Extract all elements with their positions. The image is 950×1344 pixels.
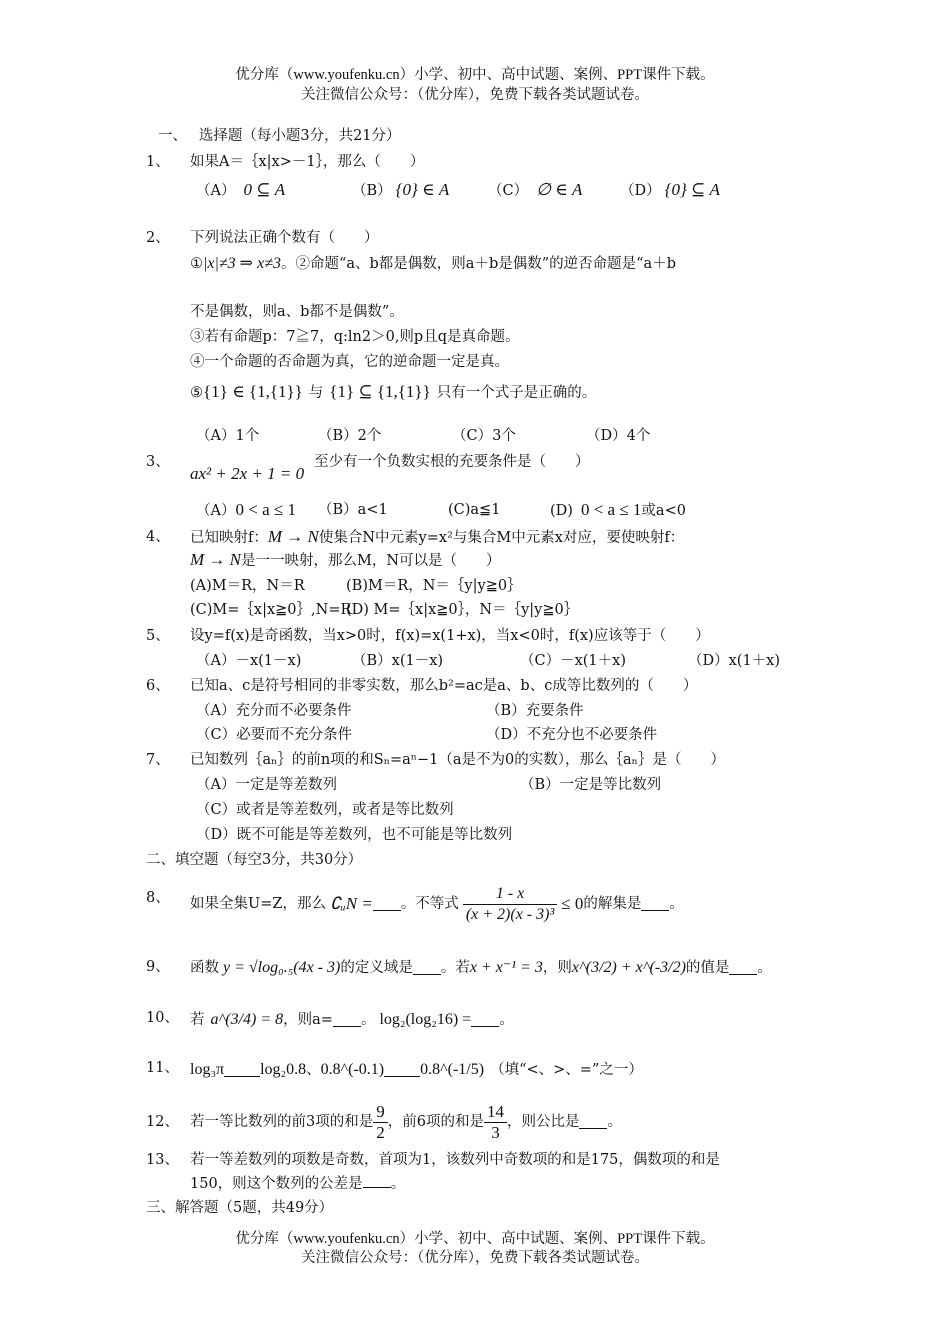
statement-1: ①|x|≠3 ⇒ x≠3。②命题“a、b都是偶数，则a＋b是偶数”的逆否命题是“a＋b — [190, 255, 676, 272]
question-stem: 已知数列｛aₙ｝的前n项的和Sₙ=aⁿ−1（a是不为0的实数），那么｛aₙ｝是（ ） — [190, 752, 725, 768]
option-c: （C）－x(1＋x) — [520, 653, 626, 669]
question-number: 3、 — [146, 454, 170, 470]
option-c: （C）必要而不充分条件 — [196, 727, 353, 743]
answer-blank[interactable] — [224, 1064, 260, 1077]
question-stem: 若一等差数列的项数是奇数，首项为1，该数列中奇数项的和是175，偶数项的和是 — [190, 1152, 720, 1168]
footer-line-1: 优分库（www.youfenku.cn）小学、初中、高中试题、案例、PPT课件下载。 — [235, 1231, 715, 1247]
option-c: (C)a≦1 — [448, 502, 501, 518]
option-a: （A）0 < a ≤ 1 — [196, 500, 296, 519]
question-number: 7、 — [146, 752, 170, 768]
question-number: 1、 — [146, 154, 170, 170]
answer-blank[interactable] — [729, 962, 757, 975]
equation: ax² + 2x + 1 = 0 — [190, 464, 305, 483]
answer-blank[interactable] — [413, 962, 441, 975]
question-number: 9、 — [146, 959, 170, 975]
option-a: （A）一定是等差数列 — [196, 777, 337, 793]
answer-blank[interactable] — [641, 898, 669, 911]
question-number: 4、 — [146, 529, 170, 545]
question-stem: 至少有一个负数实根的充要条件是（ ） — [314, 454, 590, 470]
question-number: 12、 — [146, 1114, 179, 1130]
answer-blank[interactable] — [373, 898, 401, 911]
question-stem: log₃π log₂0.8 、 0.8^(-0.1) 0.8^(-1/5) （填“<、>、=”之一） — [190, 1061, 643, 1078]
option-c: （C） ∅ ∈ A — [488, 180, 583, 199]
statement-3: ③若有命题p：7≧7，q:ln2＞0,则p且q是真命题。 — [190, 329, 520, 345]
question-stem-continued: 150，则这个数列的公差是 。 — [190, 1176, 406, 1192]
fraction: $\frac{14}{3}$ — [484, 1102, 507, 1143]
question-stem: 已知映射f：M → N使集合N中元素y=x²与集合M中元素x对应，要使映射f： — [190, 527, 685, 546]
answer-blank[interactable] — [333, 1014, 361, 1027]
answer-blank[interactable] — [363, 1175, 391, 1188]
answer-blank[interactable] — [384, 1064, 420, 1077]
option-b: （B）2个 — [318, 428, 382, 444]
option-d: （D）既不可能是等差数列，也不可能是等比数列 — [196, 827, 513, 843]
question-stem: 已知a、c是符号相同的非零实数，那么b²=ac是a、b、c成等比数列的（ ） — [190, 678, 698, 694]
section-title-choice: 一、 选择题（每小题3分，共21分） — [158, 128, 401, 144]
option-d: （D）x(1＋x) — [688, 653, 781, 669]
question-stem: 如果全集U=Z，那么 ∁ᵤN = 。不等式 $\frac{1 - x}{\text{(x + 2)(x - 3)³}}$ ≤ 0 的解集是 。 — [190, 884, 684, 923]
question-number: 5、 — [146, 628, 170, 644]
option-c: （C）或者是等差数列，或者是等比数列 — [196, 802, 454, 818]
footer-line-2: 关注微信公众号：（优分库），免费下载各类试题试卷。 — [301, 1250, 649, 1266]
question-number: 13、 — [146, 1152, 179, 1168]
question-stem: 如果A＝｛x|x>－1｝，那么（ ） — [190, 154, 425, 170]
header-line-2: 关注微信公众号：（优分库），免费下载各类试题试卷。 — [301, 87, 649, 103]
question-number: 11、 — [146, 1060, 179, 1076]
option-b: （B）一定是等比数列 — [520, 777, 662, 793]
question-stem-continued: M → N是一一映射，那么M，N可以是（ ） — [190, 550, 501, 569]
option-a: (A)M＝R，N＝R — [190, 578, 305, 594]
answer-blank[interactable] — [471, 1014, 499, 1027]
statement-4: ④一个命题的否命题为真，它的逆命题一定是真。 — [190, 354, 509, 370]
question-stem: 下列说法正确个数有（ ） — [190, 230, 379, 246]
header-line-1: 优分库（www.youfenku.cn）小学、初中、高中试题、案例、PPT课件下载。 — [235, 67, 715, 83]
option-a: （A） 0 ⊆ A — [196, 180, 286, 199]
option-a: （A）－x(1－x) — [196, 653, 302, 669]
option-b: （B）x(1－x) — [352, 653, 444, 669]
option-b: （B） {0} ∈ A — [352, 180, 450, 199]
option-d: （D） {0} ⊆ A — [620, 180, 720, 199]
statement-5: ⑤{1} ∈ {1,{1}} 与 {1} ⊆ {1,{1}} 只有一个式子是正确的。 — [190, 382, 597, 401]
question-stem: 设y=f(x)是奇函数，当x>0时，f(x)=x(1+x)，当x<0时，f(x)应该等于（ ） — [190, 628, 710, 644]
option-d: (D) 0 < a ≤ 1或a<0 — [550, 500, 686, 519]
option-c: (C)M=｛x|x≧0｝,N=R — [190, 602, 352, 618]
answer-blank[interactable] — [579, 1116, 607, 1129]
section-title-fill: 二、填空题（每空3分，共30分） — [146, 852, 363, 868]
question-number: 8、 — [146, 890, 170, 906]
question-stem: 函数 y = √log₀.₅(4x - 3) 的定义域是 。若 x + x⁻¹ = 3 ，则 x^(3/2) + x^(-3/2) 的值是 。 — [190, 959, 772, 976]
fraction: $\frac{9}{2}$ — [373, 1102, 388, 1143]
question-number: 2、 — [146, 230, 170, 246]
question-stem: 若一等比数列的前3项的和是 $\frac{9}{2}$ ，前6项的和是 $\frac{14}{3}$ ，则公比是 。 — [190, 1101, 622, 1142]
fraction: $\frac{1 - x}{\text{(x + 2)(x - 3)³}}$ — [463, 884, 557, 925]
statement-1-continued: 不是偶数，则a、b都不是偶数”。 — [190, 304, 404, 320]
option-d: （D）4个 — [586, 428, 651, 444]
option-d: （D）不充分也不必要条件 — [486, 727, 658, 743]
question-number: 6、 — [146, 678, 170, 694]
option-b: （B）a<1 — [318, 502, 388, 518]
option-b: （B）充要条件 — [486, 703, 584, 719]
option-a: （A）充分而不必要条件 — [196, 703, 352, 719]
option-b: (B)M＝R，N＝｛y|y≧0｝ — [346, 578, 522, 594]
option-a: （A）1个 — [196, 428, 260, 444]
option-c: （C）3个 — [452, 428, 516, 444]
option-d: (D) M=｛x|x≧0｝，N＝｛y|y≧0｝ — [346, 602, 579, 618]
section-title-solve: 三、解答题（5题，共49分） — [146, 1200, 334, 1216]
question-number: 10、 — [146, 1010, 179, 1026]
question-stem: 若 a^(3/4) = 8 ，则a= 。 log₂(log₂16) = 。 — [190, 1011, 514, 1028]
